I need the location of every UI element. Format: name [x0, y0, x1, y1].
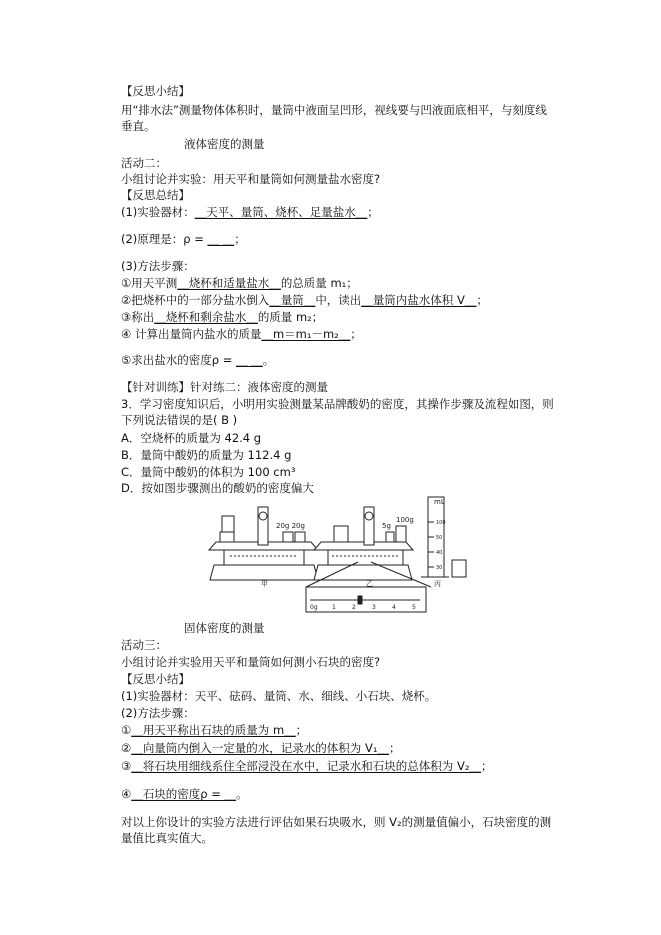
scale-tick-3: 3 [372, 604, 376, 611]
line-segment: (2)原理是：ρ = [121, 232, 208, 246]
text-line-31 [121, 786, 248, 802]
line-segment: ①用天平测 [121, 276, 178, 290]
answer-blank: __烧杯和适量盐水__ [177, 276, 281, 290]
cyl-tick-2: 40 [436, 550, 443, 556]
text-line-18: A．空烧杯的质量为 42.4 g [121, 431, 262, 445]
line-segment: ② [121, 741, 132, 755]
answer-blank: __向量筒内倒入一定量的水，记录水的体积为 V₁__ [131, 741, 389, 755]
text-line-19: B．量筒中酸奶的质量为 112.4 g [121, 448, 292, 462]
line-segment: ； [388, 741, 401, 755]
text-line-1: 用“排水法”测量物体体积时，量筒中液面呈凹形，视线要与凹液面底相平，与刻度线 [121, 103, 547, 117]
text-line-17: 下列说法错误的是( B ) [121, 413, 238, 427]
answer-blank: __ __ [236, 353, 263, 367]
text-line-3: 液体密度的测量 [184, 137, 265, 151]
text-line-16: 3．学习密度知识后，小明用实验测量某品牌酸奶的密度，其操作步骤及流程如图，则 [121, 397, 554, 411]
line-segment: (1)实验器材： [121, 205, 195, 219]
text-line-13 [121, 326, 362, 342]
cylinder-unit: mL [434, 498, 445, 506]
label-yi: 乙 [366, 580, 373, 588]
text-line-33: 量值比真实值大。 [121, 831, 213, 845]
label-bing: 丙 [434, 580, 441, 588]
text-line-29 [121, 740, 400, 756]
weight-100g: 100g [396, 516, 414, 524]
text-line-7 [121, 204, 379, 220]
answer-blank: __m＝m₁－m₂__ [261, 327, 351, 341]
weights-yi: 5g [382, 522, 391, 530]
balance-jia [209, 507, 318, 580]
weights-jia: 20g 20g [276, 522, 305, 530]
text-line-21: D．按如图步骤测出的酸奶的密度偏大 [121, 481, 314, 495]
line-segment: 。 [262, 353, 275, 367]
answer-blank: __量筒__ [269, 293, 316, 307]
line-segment: ； [350, 327, 362, 341]
experiment-figure [206, 492, 481, 617]
line-segment: ； [295, 723, 308, 737]
text-line-24: 小组讨论并实验用天平和量筒如何测小石块的密度? [121, 655, 381, 669]
line-segment: ②把烧杯中的一部分盐水倒入 [121, 293, 270, 307]
cyl-tick-0: 100 [436, 520, 446, 526]
text-line-26: (1)实验器材：天平、砝码、量筒、水、细线、小石块、烧杯。 [121, 689, 437, 703]
text-line-8 [121, 231, 246, 247]
text-line-32: 对以上你设计的实验方法进行评估如果石块吸水，则 V₂的测量值偏小，石块密度的测 [121, 815, 552, 829]
line-segment: ④ [121, 787, 132, 801]
answer-blank: __将石块用细线系住全部浸没在水中，记录水和石块的总体积为 V₂__ [131, 759, 481, 773]
cyl-tick-1: 50 [436, 535, 443, 541]
scale-tick-5: 5 [412, 604, 416, 611]
text-line-0: 【反思小结】 [121, 84, 190, 98]
label-jia: 甲 [261, 580, 268, 588]
line-segment: 的质量 m₂； [257, 310, 324, 324]
line-segment: ③ [121, 759, 132, 773]
answer-blank: __天平、量筒、烧杯、足量盐水__ [194, 205, 368, 219]
answer-blank: __量筒内盐水体积 V__ [361, 293, 477, 307]
line-segment: ； [476, 293, 488, 307]
line-segment: 中，读出 [315, 293, 362, 307]
text-line-27: (2)方法步骤： [121, 706, 195, 720]
line-segment: ； [480, 759, 493, 773]
line-segment: ； [234, 232, 246, 246]
text-line-23: 活动三： [121, 638, 167, 652]
text-line-12 [121, 309, 323, 325]
text-line-6: 【反思总结】 [121, 188, 190, 202]
line-segment: ① [121, 723, 132, 737]
answer-blank: __石块的密度ρ = __ [131, 787, 237, 801]
graduated-cylinder [421, 497, 466, 577]
answer-blank: __用天平称出石块的质量为 m__ [131, 723, 296, 737]
line-segment: 。 [236, 787, 248, 801]
text-line-15: 【针对训练】针对练二：液体密度的测量 [121, 380, 328, 394]
text-line-28 [121, 722, 307, 738]
text-line-9: (3)方法步骤： [121, 259, 195, 273]
text-line-20: C．量筒中酸奶的体积为 100 cm³ [121, 465, 296, 479]
text-line-11 [121, 292, 488, 308]
text-line-10 [121, 275, 358, 291]
scale-tick-4: 4 [392, 604, 396, 611]
line-segment: ⑤求出盐水的密度ρ = [121, 353, 237, 367]
text-line-4: 活动二： [121, 156, 167, 170]
text-line-5: 小组讨论并实验：用天平和量筒如何测量盐水密度? [121, 172, 381, 186]
line-segment: ③称出 [121, 310, 155, 324]
text-line-25: 【反思小结】 [121, 672, 190, 686]
text-line-14 [121, 352, 274, 368]
cyl-tick-3: 30 [436, 565, 443, 571]
line-segment: ④ 计算出量筒内盐水的质量 [121, 327, 262, 341]
text-line-22: 固体密度的测量 [184, 621, 265, 635]
text-line-2: 垂直。 [121, 119, 156, 133]
text-line-30 [121, 758, 492, 774]
scale-tick-1: 1 [332, 604, 336, 611]
line-segment: ； [367, 205, 379, 219]
answer-blank: __烧杯和剩余盐水__ [154, 310, 258, 324]
line-segment: 的总质量 m₁； [280, 276, 358, 290]
scale-tick-0: 0g [310, 604, 318, 611]
scale-tick-2: 2 [352, 604, 356, 611]
answer-blank: __ __ [207, 232, 235, 246]
